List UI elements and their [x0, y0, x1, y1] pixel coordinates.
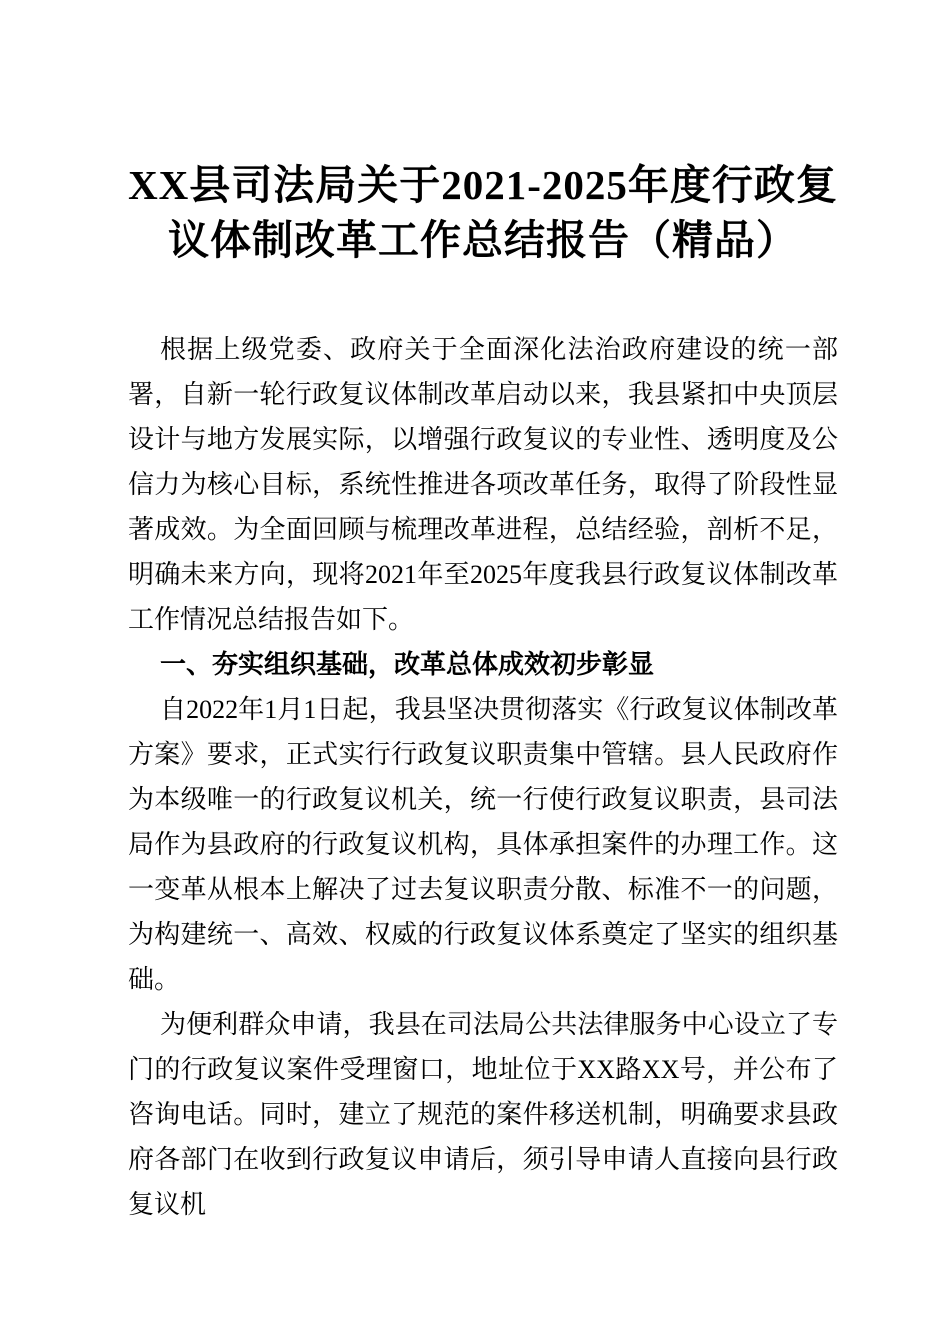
body-paragraph: 自2022年1月1日起，我县坚决贯彻落实《行政复议体制改革方案》要求，正式实行行政复议职责集中管辖。县人民政府作为本级唯一的行政复议机关，统一行使行政复议职责，县司法局作为县政府的行政复议机构，具体承担案件的办理工作。这一变革从根本上解决了过去复议职责分散、标准不一的问题，为构建统一、高效、权威的行政复议体系奠定了坚实的组织基础。 [128, 695, 838, 994]
document-title: XX县司法局关于2021-2025年度行政复议体制改革工作总结报告（精品） [128, 162, 838, 263]
document-body [128, 327, 838, 1227]
body-paragraph: 根据上级党委、政府关于全面深化法治政府建设的统一部署，自新一轮行政复议体制改革启动以来，我县紧扣中央顶层设计与地方发展实际，以增强行政复议的专业性、透明度及公信力为核心目标，系统性推进各项改革任务，取得了阶段性显著成效。为全面回顾与梳理改革进程，总结经验，剖析不足，明确未来方向，现将2021年至2025年度我县行政复议体制改革工作情况总结报告如下。 [128, 335, 838, 634]
section-heading: 一、夯实组织基础，改革总体成效初步彰显 [160, 649, 655, 679]
body-paragraph: 为便利群众申请，我县在司法局公共法律服务中心设立了专门的行政复议案件受理窗口，地址位于XX路XX号，并公布了咨询电话。同时，建立了规范的案件移送机制，明确要求县政府各部门在收到行政复议申请后，须引导申请人直接向县行政复议机 [128, 1010, 838, 1219]
